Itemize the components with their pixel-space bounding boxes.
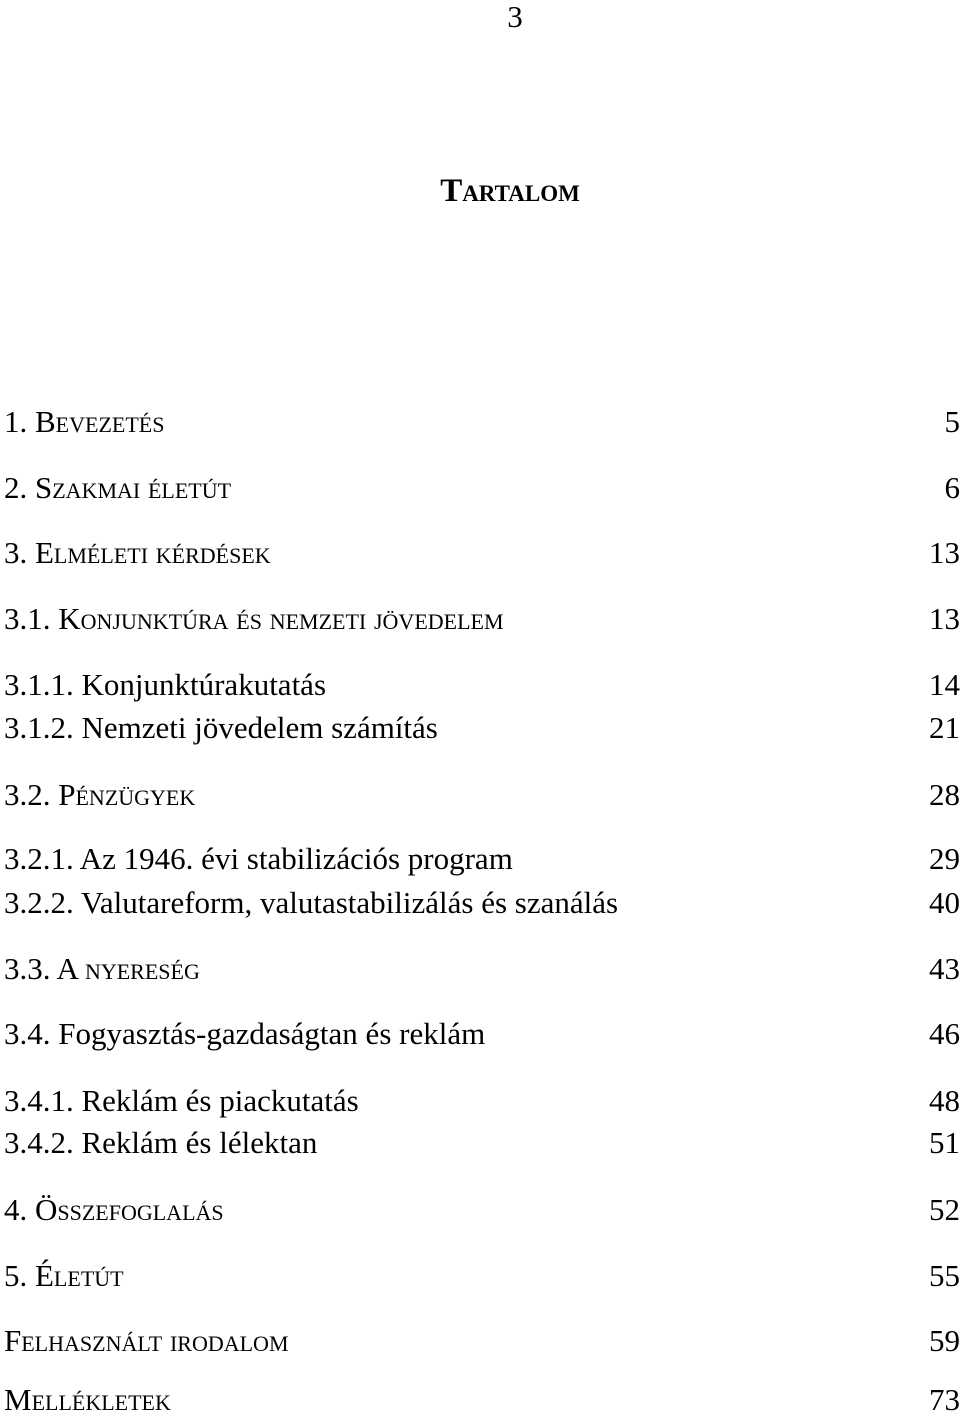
toc-entry[interactable] <box>4 840 960 878</box>
toc-entry-page: 73 <box>929 1382 960 1417</box>
toc-entry-label: 3.4.2. Reklám és lélektan <box>4 1125 318 1160</box>
toc-entry-page: 43 <box>929 951 960 986</box>
toc-entry-page: 59 <box>929 1323 960 1358</box>
toc-entry-label: 3.2.2. Valutareform, valutastabilizálás és szanálás <box>4 885 619 920</box>
toc-entry-label: 2. Szakmai életút <box>4 470 232 505</box>
toc-entry-label: 3.4.1. Reklám és piackutatás <box>4 1083 359 1118</box>
toc-entry-page: 28 <box>929 777 960 812</box>
page-number: 3 <box>507 0 523 34</box>
toc-entry-label: 3.4. Fogyasztás-gazdaságtan és reklám <box>4 1016 486 1051</box>
toc-entry[interactable] <box>4 1257 960 1295</box>
toc-entry[interactable] <box>4 1124 960 1162</box>
toc-entry-label: 4. Összefoglalás <box>4 1192 224 1227</box>
toc-entry-page: 55 <box>929 1258 960 1293</box>
toc-entry-label: 3.2.1. Az 1946. évi stabilizációs program <box>4 841 513 876</box>
toc-entry[interactable] <box>4 403 960 441</box>
toc-entry-label: Felhasznált irodalom <box>4 1323 289 1358</box>
toc-entry-label: 3.1. Konjunktúra és nemzeti jövedelem <box>4 601 504 636</box>
toc-entry[interactable] <box>4 1381 960 1419</box>
toc-entry[interactable] <box>4 884 960 922</box>
toc-entry-label: 3.2. Pénzügyek <box>4 777 196 812</box>
toc-entry-label: Mellékletek <box>4 1382 171 1417</box>
toc-entry-label: 5. Életút <box>4 1258 124 1293</box>
toc-entry[interactable] <box>4 1015 960 1053</box>
toc-entry[interactable] <box>4 709 960 747</box>
toc-entry-page: 5 <box>944 404 960 439</box>
toc-entry-label: 3. Elméleti kérdések <box>4 535 271 570</box>
toc-entry[interactable] <box>4 1191 960 1229</box>
toc-entry[interactable] <box>4 469 960 507</box>
toc-title: Tartalom <box>440 173 580 209</box>
toc-entry[interactable] <box>4 600 960 638</box>
toc-entry-page: 52 <box>929 1192 960 1227</box>
toc-entry-page: 29 <box>929 841 960 876</box>
toc-entry-page: 46 <box>929 1016 960 1051</box>
toc-entry-page: 14 <box>929 667 960 702</box>
toc-entry-page: 21 <box>929 710 960 745</box>
toc-entry[interactable] <box>4 666 960 704</box>
toc-entry-page: 51 <box>929 1125 960 1160</box>
toc-entry-page: 48 <box>929 1083 960 1118</box>
toc-entry-page: 6 <box>944 470 960 505</box>
toc-entry[interactable] <box>4 776 960 814</box>
toc-entry-page: 13 <box>929 601 960 636</box>
toc-entry-label: 1. Bevezetés <box>4 404 165 439</box>
toc-entry[interactable] <box>4 950 960 988</box>
toc-entry-label: 3.3. A nyereség <box>4 951 200 986</box>
toc-entry-page: 13 <box>929 535 960 570</box>
toc-entry[interactable] <box>4 1082 960 1120</box>
toc-entry-label: 3.1.2. Nemzeti jövedelem számítás <box>4 710 438 745</box>
toc-entry-label: 3.1.1. Konjunktúrakutatás <box>4 667 327 702</box>
toc-entry[interactable] <box>4 1322 960 1360</box>
toc-entry[interactable] <box>4 534 960 572</box>
toc-entry-page: 40 <box>929 885 960 920</box>
